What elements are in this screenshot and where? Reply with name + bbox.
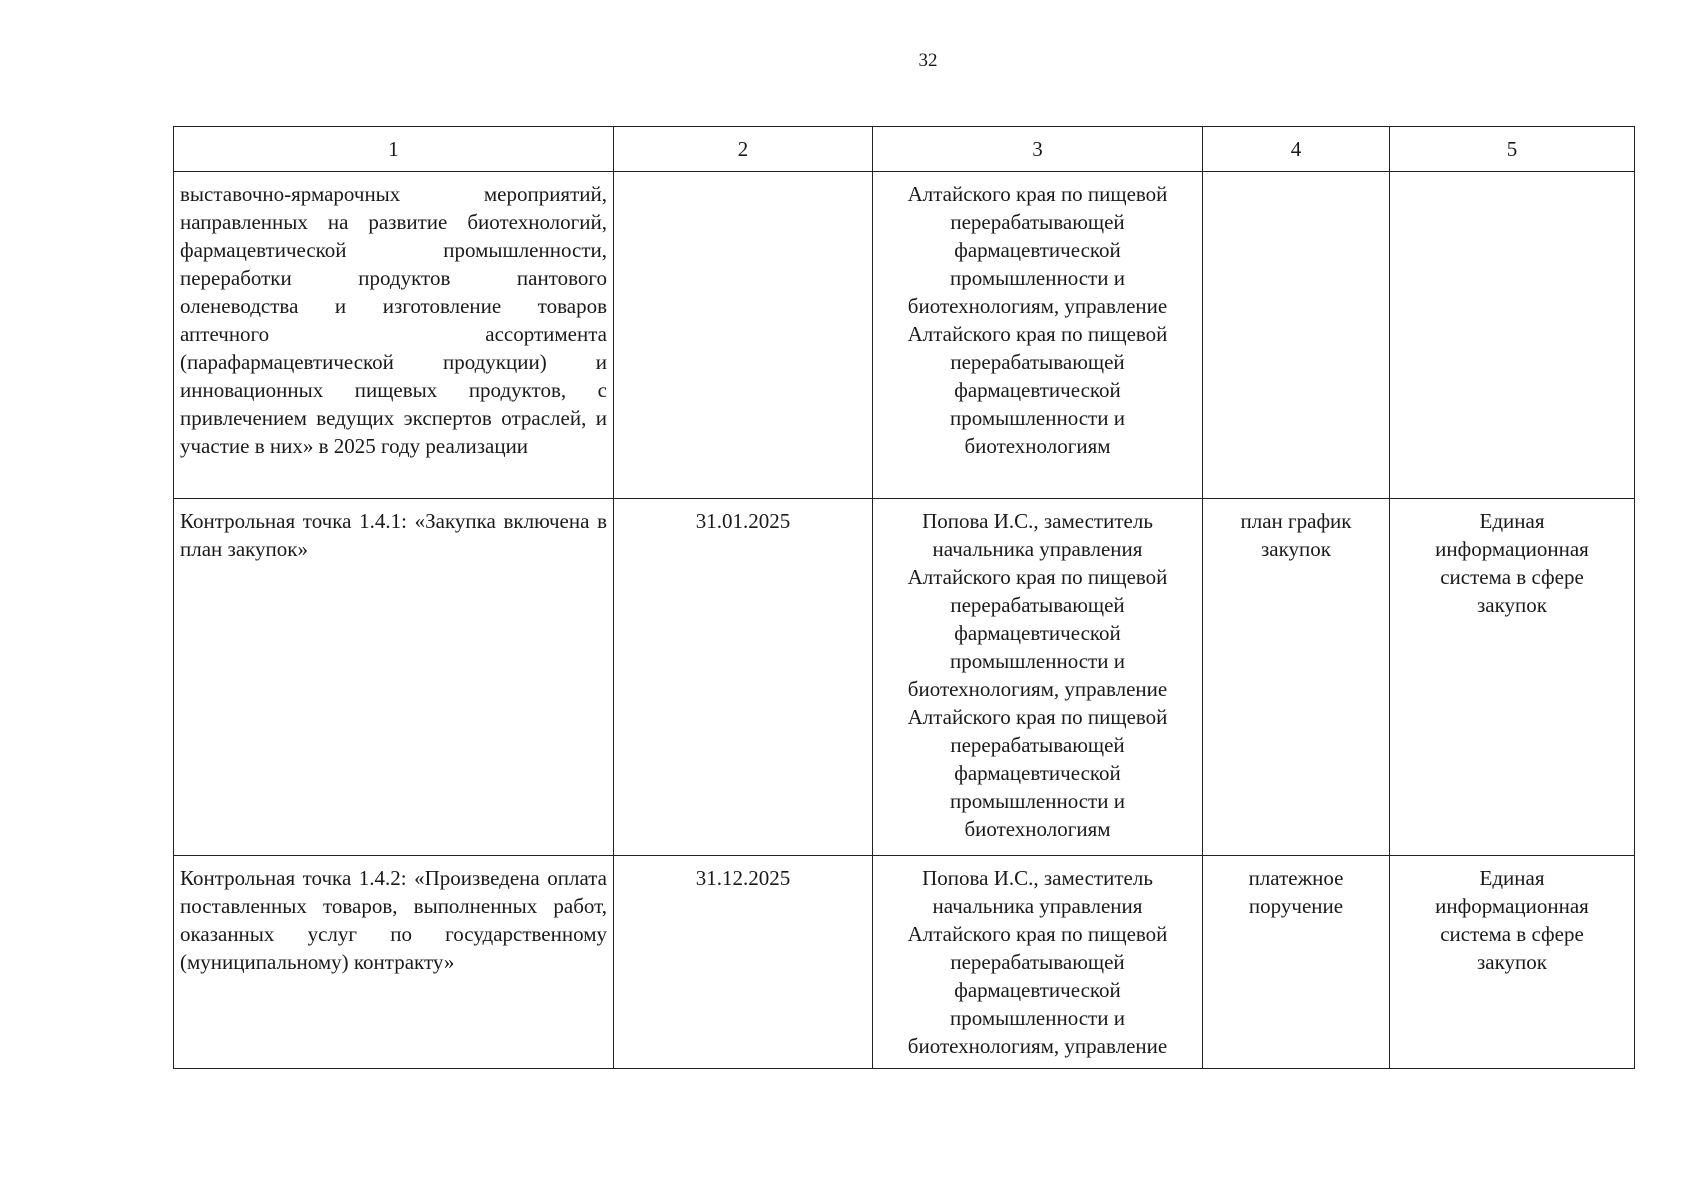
cell-event-description: выставочно-ярмарочных мероприятий, направленных на развитие биотехнологий, фармацевтической промышленности, переработки продуктов пантового оленеводства и изготовление товаров аптечного ассортимента (парафармацевтической продукции) и инновационных пищевых продуктов, с привлечением ведущих экспертов отраслей, и участие в них» в 2025 году реализации	[174, 172, 614, 499]
cell-text-line: информационная	[1435, 894, 1589, 918]
cell-deadline	[614, 172, 873, 499]
cell-information-system	[1390, 172, 1635, 499]
cell-text-line: план график	[1240, 509, 1352, 533]
cell-text-line: промышленности и	[950, 649, 1125, 673]
cell-text-line: Единая	[1479, 509, 1545, 533]
cell-text-line: система в сфере	[1440, 922, 1584, 946]
cell-text-line: промышленности и	[950, 1006, 1125, 1030]
cell-document-type	[1203, 172, 1390, 499]
plan-table	[173, 126, 1635, 1069]
cell-text-line: платежное	[1248, 866, 1344, 890]
cell-text-line: перерабатывающей	[950, 593, 1125, 617]
cell-text-line: фармацевтической	[954, 761, 1121, 785]
cell-deadline: 31.12.2025	[614, 856, 873, 1069]
cell-document-type	[1203, 856, 1390, 1069]
cell-information-system	[1390, 856, 1635, 1069]
cell-text-line: перерабатывающей	[950, 950, 1125, 974]
cell-text-line: Алтайского края по пищевой	[907, 922, 1168, 946]
cell-text-line: система в сфере	[1440, 565, 1584, 589]
table-row	[174, 856, 1635, 1069]
column-header-5: 5	[1390, 127, 1635, 172]
cell-text-line: Алтайского края по пищевой	[907, 565, 1168, 589]
table-header-row	[174, 127, 1635, 172]
cell-text-line: Единая	[1479, 866, 1545, 890]
cell-text-line: промышленности и	[950, 266, 1125, 290]
cell-text-line: закупок	[1477, 593, 1547, 617]
cell-text-line: биотехнологиям, управление	[907, 677, 1168, 701]
cell-event-description: Контрольная точка 1.4.1: «Закупка включена в план закупок»	[174, 499, 614, 856]
page-number: 32	[918, 50, 938, 71]
cell-text-line: промышленности и	[950, 789, 1125, 813]
cell-text-line: фармацевтической	[954, 621, 1121, 645]
cell-text-line: фармацевтической	[954, 378, 1121, 402]
cell-information-system	[1390, 499, 1635, 856]
cell-text-line: перерабатывающей	[950, 350, 1125, 374]
cell-document-type	[1203, 499, 1390, 856]
cell-text-line: Алтайского края по пищевой	[907, 322, 1168, 346]
cell-event-description: Контрольная точка 1.4.2: «Произведена оплата поставленных товаров, выполненных работ, оказанных услуг по государственному (муниципальному) контракту»	[174, 856, 614, 1069]
table-row	[174, 499, 1635, 856]
cell-text-line: поручение	[1248, 894, 1344, 918]
cell-responsible	[873, 172, 1203, 499]
column-header-4: 4	[1203, 127, 1390, 172]
cell-text-line: Алтайского края по пищевой	[907, 182, 1168, 206]
cell-text-line: биотехнологиям, управление	[907, 294, 1168, 318]
cell-responsible	[873, 856, 1203, 1069]
cell-responsible	[873, 499, 1203, 856]
column-header-3: 3	[873, 127, 1203, 172]
cell-text-line: биотехнологиям, управление	[907, 1034, 1168, 1058]
cell-text-line: закупок	[1477, 950, 1547, 974]
cell-text-line: биотехнологиям	[964, 434, 1111, 458]
cell-text-line: закупок	[1261, 537, 1331, 561]
cell-text-line: фармацевтической	[954, 238, 1121, 262]
cell-deadline: 31.01.2025	[614, 499, 873, 856]
cell-text-line: фармацевтической	[954, 978, 1121, 1002]
cell-text-line: Алтайского края по пищевой	[907, 705, 1168, 729]
cell-text-line: начальника управления	[932, 894, 1143, 918]
cell-text-line: информационная	[1435, 537, 1589, 561]
cell-text-line: Попова И.С., заместитель	[922, 866, 1153, 890]
column-header-1: 1	[174, 127, 614, 172]
cell-text-line: перерабатывающей	[950, 733, 1125, 757]
cell-text-line: Попова И.С., заместитель	[922, 509, 1153, 533]
column-header-2: 2	[614, 127, 873, 172]
cell-text-line: начальника управления	[932, 537, 1143, 561]
cell-text-line: перерабатывающей	[950, 210, 1125, 234]
table-row	[174, 172, 1635, 499]
cell-text-line: биотехнологиям	[964, 817, 1111, 841]
cell-text-line: промышленности и	[950, 406, 1125, 430]
